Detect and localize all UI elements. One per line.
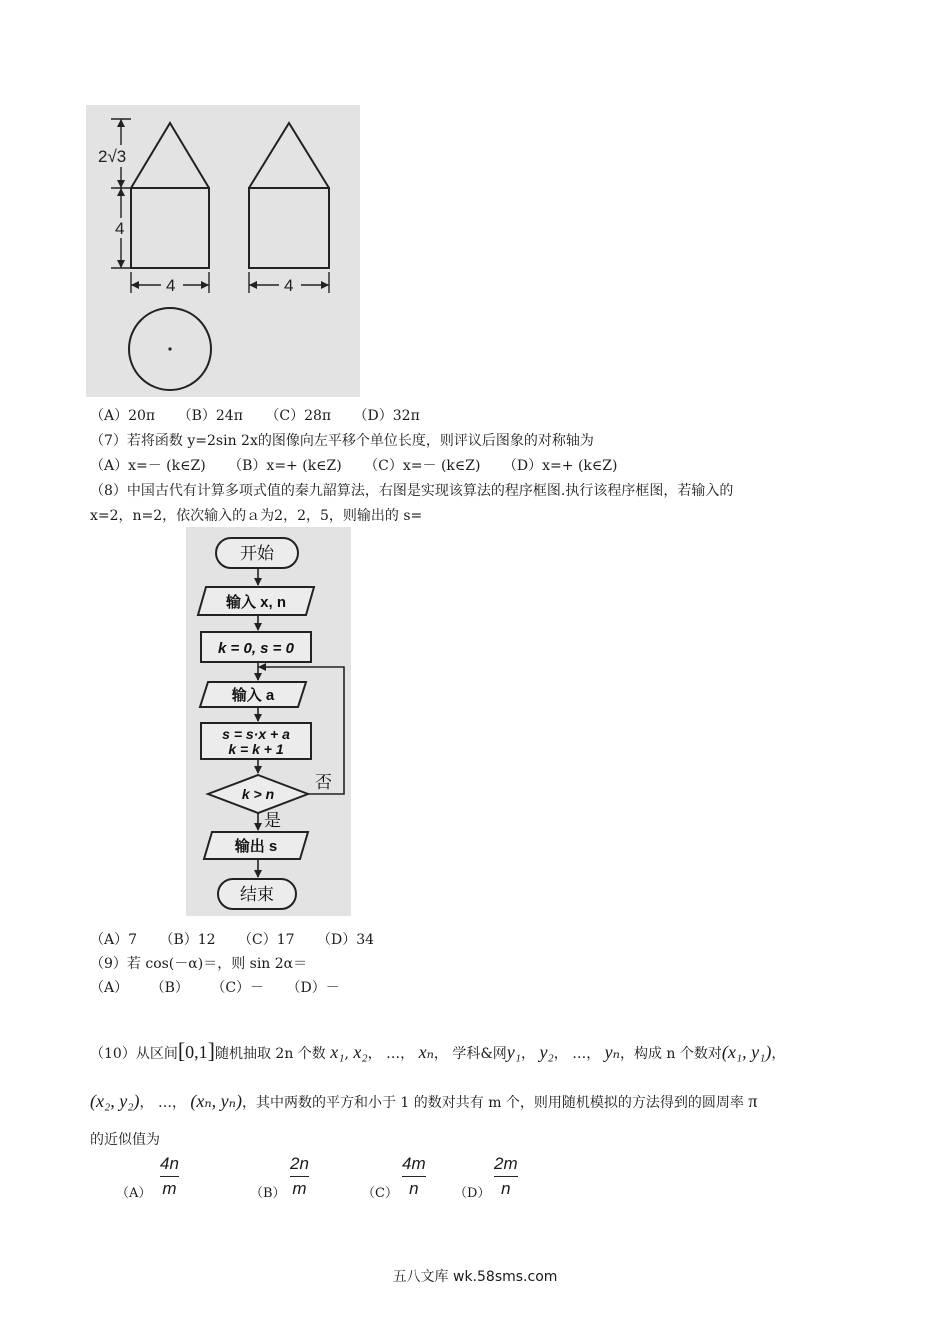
side-view-roof [249,123,329,188]
q6-option-a[interactable]: （A）20π [90,408,156,424]
q10-watermark-text: 学科&网 [452,1046,507,1062]
flow-init-label: k = 0, s = 0 [218,640,294,657]
q10-x2: x₂ [353,1042,368,1062]
side-view-body [249,188,329,268]
q8-option-c[interactable]: （C）17 [238,932,295,948]
q10-pair1: (x₁, y₁) [721,1042,772,1062]
three-view-diagram [86,105,360,397]
dim-height-top: 2√3 [98,147,127,166]
q10-option-c-fraction [402,1154,426,1199]
flow-update-s-label: s = s·x + a [222,726,290,742]
q10-option-a-num: 4n [160,1154,179,1177]
top-view-center [168,347,171,350]
q10-line3: 的近似值为 [90,1132,160,1148]
q8-stem-line2: x=2，n=2，依次输入的ａ为2，2，5，则输出的 s= [90,508,423,524]
q9-option-a[interactable]: （A） [90,980,129,996]
q7-options [90,456,635,476]
q8-option-a[interactable]: （A）7 [90,932,138,948]
q10-line1-tail: ，构成 n 个数对 [619,1046,722,1062]
q7-option-b[interactable]: （B）x=+ (k∈Z) [228,458,342,474]
q10-option-b-den: m [292,1179,307,1198]
q6-option-c[interactable]: （C）28π [265,408,332,424]
q10-option-a-label: （A） [116,1186,152,1201]
front-view-body [131,188,209,268]
flowchart [186,527,351,916]
q9-option-c[interactable]: （C）－ [211,980,265,996]
flow-input-xn-label: 输入 x, n [225,594,287,611]
front-view-roof [131,123,209,188]
flow-input-a-label: 输入 a [231,687,275,704]
q10-option-a-fraction [160,1154,179,1199]
q10-x1: x₁ [330,1042,345,1062]
q10-option-d-fraction [494,1154,518,1199]
q7-option-c[interactable]: （C）x=－ (k∈Z) [364,458,481,474]
q10-dots-1: … [386,1046,401,1062]
dim-width-side: 4 [284,276,294,295]
dim-height-bottom: 4 [115,219,125,238]
q10-pairn: (xₙ, yₙ) [190,1091,242,1111]
flow-start-label: 开始 [240,544,274,563]
q6-option-d[interactable]: （D）32π [353,408,420,424]
q10-interval: 0,1 [185,1042,208,1062]
q7-stem: （7）若将函数 y=2sin 2x的图像向左平移个单位长度，则评议后图象的对称轴为 [90,433,594,449]
q10-line1-mid: 随机抽取 2n 个数 [214,1046,326,1062]
q10-yn: yₙ [604,1042,620,1062]
q10-option-d-den: n [501,1179,511,1198]
q9-option-d[interactable]: （D）－ [286,980,340,996]
flow-output-label: 输出 s [234,838,278,855]
flow-end-label: 结束 [240,885,274,904]
q10-option-d-num: 2m [494,1154,518,1177]
q10-option-b-fraction [290,1154,309,1199]
q8-options [90,930,392,950]
interval-bracket-right: ] [207,1038,215,1063]
q10-option-b[interactable] [250,1154,340,1204]
flow-update-k-label: k = k + 1 [228,741,284,757]
q8-option-d[interactable]: （D）34 [317,932,375,948]
three-view-figure [86,105,360,397]
q9-stem: （9）若 cos(－α)＝，则 sin 2α＝ [90,956,308,972]
q10-option-a[interactable] [116,1154,206,1204]
flowchart-figure [186,527,351,916]
q10-option-c-den: n [409,1179,419,1198]
flow-yes-label: 是 [264,811,281,830]
q10-option-c-num: 4m [402,1154,426,1177]
flow-no-label: 否 [315,773,332,792]
q8-stem-line1: （8）中国古代有计算多项式值的秦九韶算法，右图是实现该算法的程序框图.执行该程序框图，若输入的 [90,483,734,499]
q10-option-d-label: （D） [454,1186,491,1201]
q10-line2: (x₂, y₂)， …， (xₙ, yₙ)，其中两数的平方和小于 1 的数对共有 m 个，则用随机模拟的方法得到的圆周率 π [90,1091,758,1111]
q6-options [90,406,438,426]
dim-width-front: 4 [166,276,176,295]
q10-option-d[interactable] [454,1154,544,1204]
interval-bracket-left: [ [177,1038,186,1063]
q7-option-a[interactable]: （A）x=－ (k∈Z) [90,458,206,474]
q10-pi: π [748,1091,758,1111]
q10-y1: y₁ [506,1042,522,1062]
q6-option-b[interactable]: （B）24π [177,408,243,424]
q10-dots-3: … [157,1095,172,1111]
q10-xn: xₙ [418,1042,434,1062]
q10-dots-2: … [572,1046,587,1062]
q10-y2: y₂ [539,1042,554,1062]
q10-option-b-label: （B） [250,1186,286,1201]
flow-condition-label: k > n [241,786,275,802]
footer-source: 五八文库 wk.58sms.com [392,1269,558,1285]
q10-line1: （10）从区间[0,1]随机抽取 2n 个数 x₁, x₂， …， xₙ， 学科&网y₁， y₂， …， yₙ，构成 n 个数对(x₁, y₁)， [90,1038,786,1063]
q10-pair2: (x₂, y₂) [90,1091,140,1111]
q10-line2-tail: ，其中两数的平方和小于 1 的数对共有 m 个，则用随机模拟的方法得到的圆周率 [241,1095,744,1111]
q10-prefix: （10）从区间 [90,1046,178,1062]
q10-option-b-num: 2n [290,1154,309,1177]
q10-option-a-den: m [162,1179,177,1198]
q8-option-b[interactable]: （B）12 [159,932,216,948]
q9-options [90,978,358,998]
q10-option-c[interactable] [362,1154,452,1204]
q7-option-d[interactable]: （D）x=+ (k∈Z) [502,458,618,474]
q9-option-b[interactable]: （B） [150,980,189,996]
q10-option-c-label: （C） [362,1186,398,1201]
